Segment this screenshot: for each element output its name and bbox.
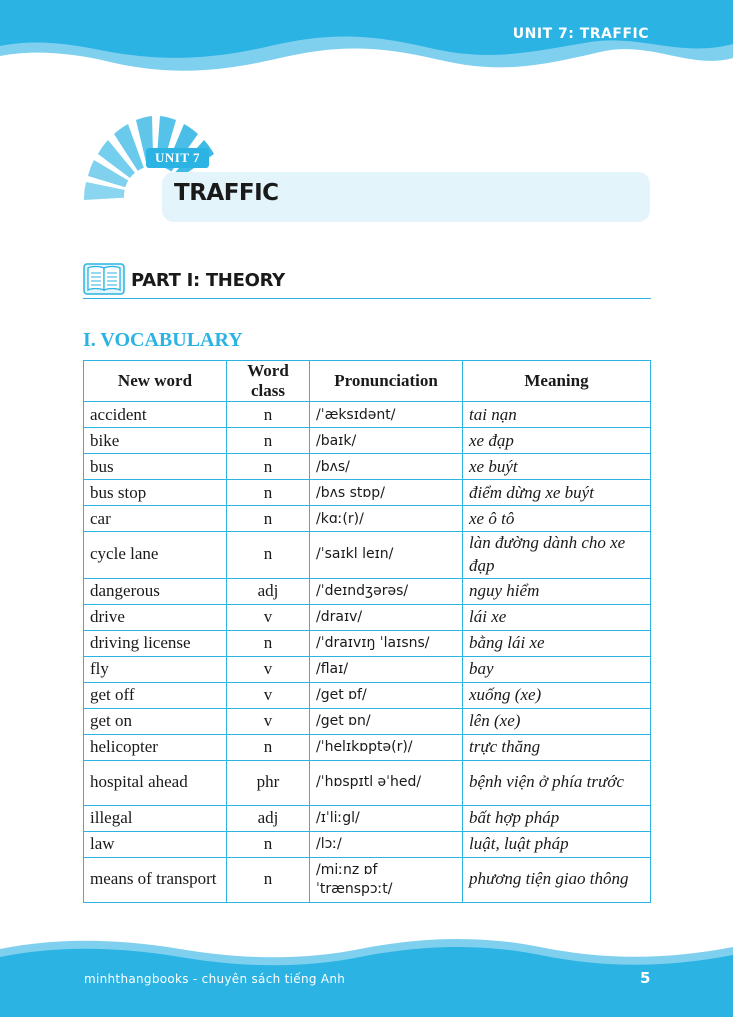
cell-meaning: bay [463,656,651,682]
cell-meaning: bằng lái xe [463,630,651,656]
table-row [84,708,651,734]
unit-title: TRAFFIC [174,180,279,206]
cell-word: cycle lane [84,532,227,579]
cell-meaning: tai nạn [463,402,651,428]
cell-pronunciation: /flaɪ/ [310,656,463,682]
table-header-row [84,361,651,402]
table-row [84,480,651,506]
table-row [84,532,651,579]
table-row [84,734,651,760]
cell-meaning: xe buýt [463,454,651,480]
section-title: I. VOCABULARY [83,329,243,351]
cell-pronunciation: /kɑː(r)/ [310,506,463,532]
cell-word-class: n [227,402,310,428]
column-header-new-word: New word [84,361,227,402]
table-row [84,428,651,454]
vocabulary-table [83,360,651,903]
cell-meaning: trực thăng [463,734,651,760]
cell-word: drive [84,604,227,630]
cell-meaning: bệnh viện ở phía trước [463,760,651,805]
cell-word-class: n [227,630,310,656]
cell-pronunciation: /ˈsaɪkl leɪn/ [310,532,463,579]
cell-pronunciation: /lɔː/ [310,831,463,857]
cell-pronunciation: /ɪˈliːgl/ [310,805,463,831]
part-title: PART I: THEORY [131,270,285,291]
cell-word: bike [84,428,227,454]
table-row [84,831,651,857]
cell-word-class: n [227,506,310,532]
cell-meaning: bất hợp pháp [463,805,651,831]
cell-meaning: lên (xe) [463,708,651,734]
cell-word: law [84,831,227,857]
cell-pronunciation: /get ɒf/ [310,682,463,708]
open-book-icon [83,262,125,296]
cell-word: get on [84,708,227,734]
table-row [84,506,651,532]
cell-word: hospital ahead [84,760,227,805]
cell-meaning: lái xe [463,604,651,630]
table-row [84,682,651,708]
cell-meaning: luật, luật pháp [463,831,651,857]
cell-word: bus stop [84,480,227,506]
cell-word-class: n [227,857,310,902]
cell-word-class: n [227,480,310,506]
cell-pronunciation: /baɪk/ [310,428,463,454]
cell-word-class: n [227,734,310,760]
cell-word: bus [84,454,227,480]
cell-word-class: v [227,682,310,708]
cell-word-class: adj [227,578,310,604]
part-heading [83,262,651,299]
cell-pronunciation: /ˈhɒspɪtl əˈhed/ [310,760,463,805]
cell-word: car [84,506,227,532]
cell-word-class: n [227,428,310,454]
cell-pronunciation: /ˈdeɪndʒərəs/ [310,578,463,604]
cell-meaning: điểm dừng xe buýt [463,480,651,506]
cell-word: helicopter [84,734,227,760]
cell-pronunciation: /ˈdraɪvɪŋ ˈlaɪsns/ [310,630,463,656]
unit-label: UNIT 7 [146,148,209,168]
cell-word-class: n [227,454,310,480]
cell-word-class: n [227,532,310,579]
page-number: 5 [640,969,651,987]
cell-meaning: xe đạp [463,428,651,454]
cell-pronunciation: /miːnz ɒf ˈtrænspɔːt/ [310,857,463,902]
column-header-meaning: Meaning [463,361,651,402]
cell-meaning: phương tiện giao thông [463,857,651,902]
cell-word: illegal [84,805,227,831]
cell-word-class: v [227,708,310,734]
cell-word-class: v [227,656,310,682]
table-row [84,857,651,902]
table-row [84,578,651,604]
cell-meaning: làn đường dành cho xe đạp [463,532,651,579]
cell-word: dangerous [84,578,227,604]
footer-publisher: minhthangbooks - chuyên sách tiếng Anh [84,972,346,986]
cell-pronunciation: /ˈhelɪkɒptə(r)/ [310,734,463,760]
cell-pronunciation: /draɪv/ [310,604,463,630]
cell-meaning: nguy hiểm [463,578,651,604]
table-row [84,630,651,656]
cell-word-class: phr [227,760,310,805]
table-row [84,604,651,630]
cell-meaning: xuống (xe) [463,682,651,708]
cell-pronunciation: /ˈæksɪdənt/ [310,402,463,428]
cell-pronunciation: /bʌs stɒp/ [310,480,463,506]
table-row [84,454,651,480]
running-header: UNIT 7: TRAFFIC [512,26,649,42]
column-header-word-class: Word class [227,361,310,402]
table-row [84,402,651,428]
cell-word: fly [84,656,227,682]
cell-word: accident [84,402,227,428]
cell-pronunciation: /get ɒn/ [310,708,463,734]
table-row [84,760,651,805]
cell-word-class: adj [227,805,310,831]
cell-word: means of transport [84,857,227,902]
cell-word-class: v [227,604,310,630]
cell-pronunciation: /bʌs/ [310,454,463,480]
cell-word: driving license [84,630,227,656]
column-header-pronunciation: Pronunciation [310,361,463,402]
table-row [84,805,651,831]
cell-word-class: n [227,831,310,857]
cell-meaning: xe ô tô [463,506,651,532]
table-row [84,656,651,682]
cell-word: get off [84,682,227,708]
